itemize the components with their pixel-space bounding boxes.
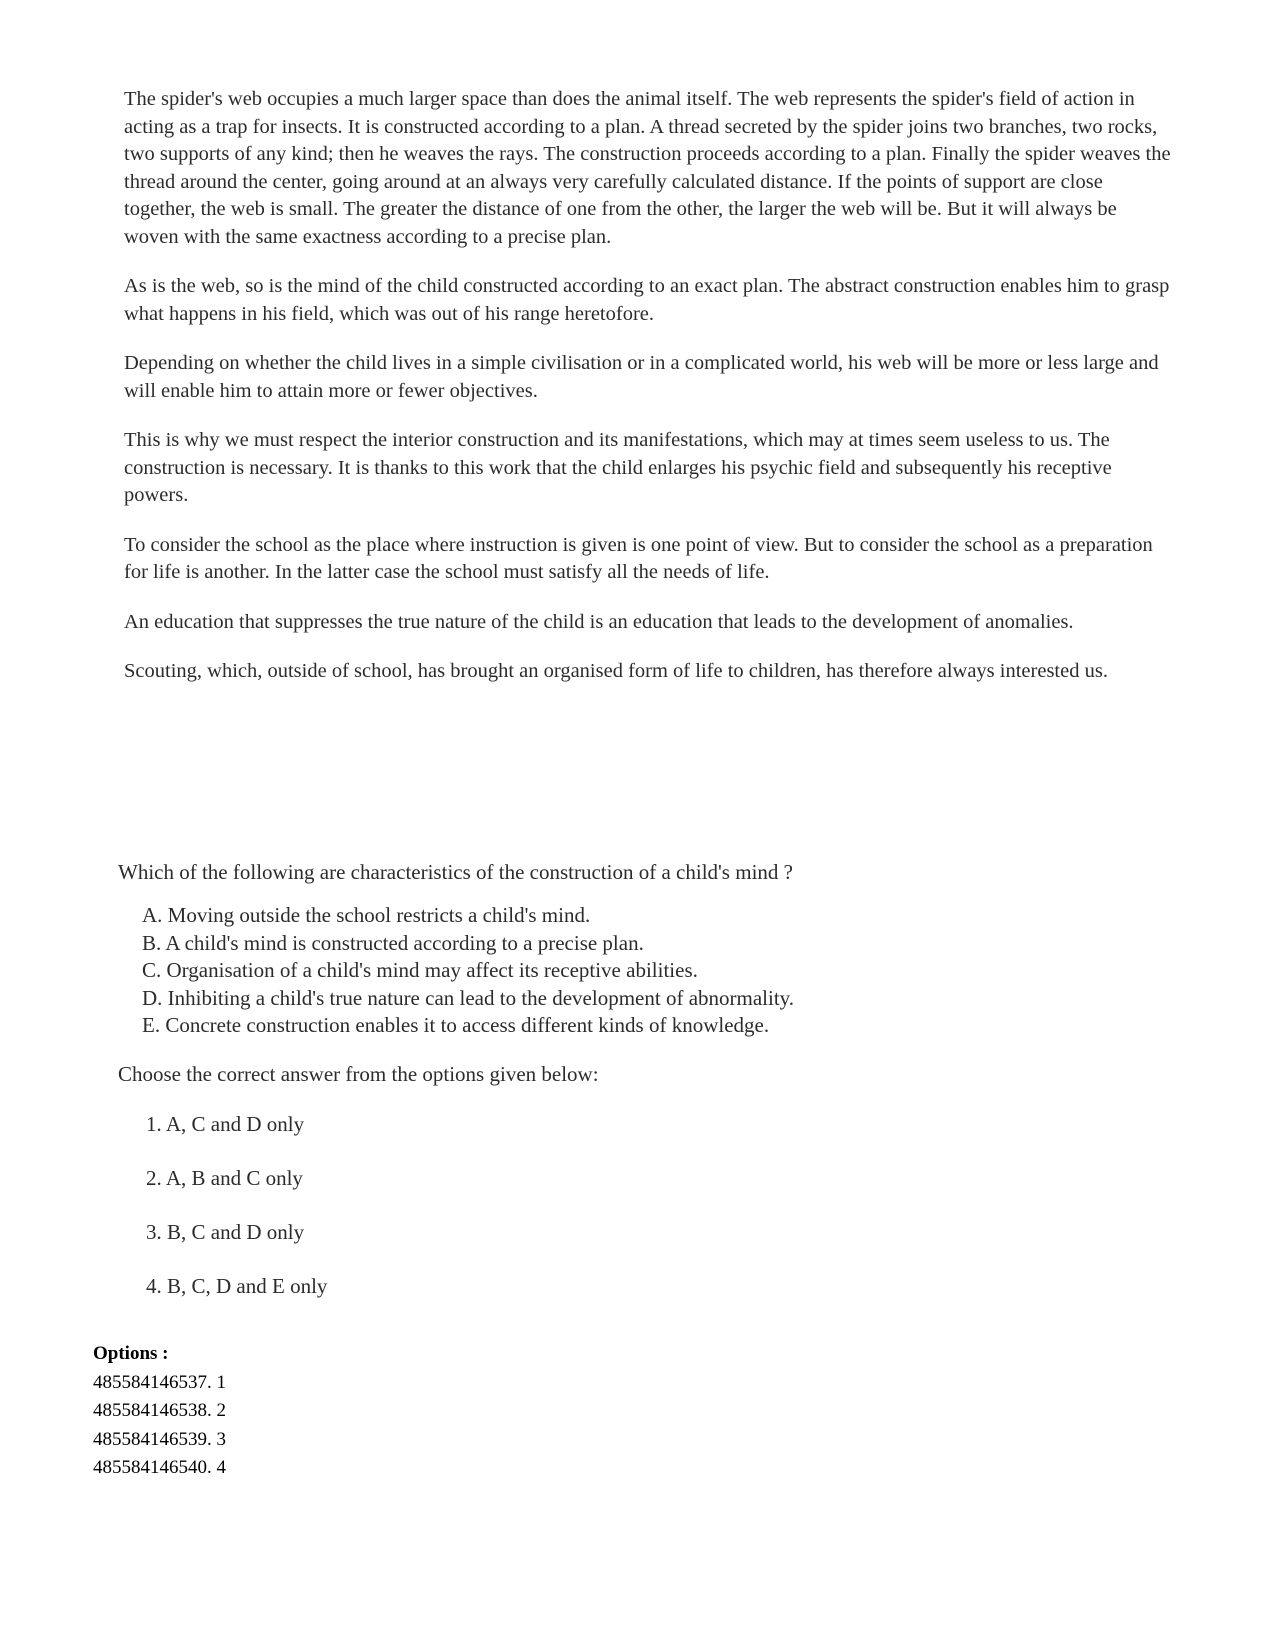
statement-item: C. Organisation of a child's mind may affect its receptive abilities. xyxy=(142,958,698,982)
statement-item: A. Moving outside the school restricts a child's mind. xyxy=(142,903,591,927)
passage-paragraph: Depending on whether the child lives in a simple civilisation or in a complicated world, his web will be more or less large and will enable him to attain more or fewer objectives. xyxy=(124,352,1159,402)
statement-item: E. Concrete construction enables it to access different kinds of knowledge. xyxy=(142,1013,770,1037)
passage-paragraph: Scouting, which, outside of school, has brought an organised form of life to children, has therefore always interested us. xyxy=(124,660,1108,682)
passage-paragraph: This is why we must respect the interior construction and its manifestations, which may at times seem useless to us. The construction is necessary. It is thanks to this work that the child enlarges his psychic field and subsequently his receptive powers. xyxy=(124,429,1112,506)
passage-paragraph: To consider the school as the place where instruction is given is one point of view. But to consider the school as a preparation for life is another. In the latter case the school must satisfy all the needs of life. xyxy=(124,533,1153,583)
statement-item: B. A child's mind is constructed according to a precise plan. xyxy=(142,930,644,955)
answer-instruction: Choose the correct answer from the options given below: xyxy=(118,1061,599,1086)
passage-paragraph: The spider's web occupies a much larger space than does the animal itself. The web represents the spider's field of action in acting as a trap for insects. It is constructed according to a plan. A thread secreted by the spider joins two branches, two rocks, two supports of any kind; then he weaves the rays. The construction proceeds according to a plan. Finally the spider weaves the thread around the center, going around at an always very carefully calculated distance. If the points of support are close together, the web is small. The greater the distance of one from the other, the larger the web will be. But it will always be woven with the same exactness according to a precise plan. xyxy=(124,88,1171,248)
passage-paragraph: An education that suppresses the true nature of the child is an education that leads to the development of anomalies. xyxy=(124,610,1074,633)
answer-option: 2. A, B and C only xyxy=(146,1165,303,1190)
options-heading: Options : xyxy=(93,1343,169,1364)
question-block xyxy=(118,858,1168,1326)
options-block xyxy=(93,1340,226,1483)
options-list xyxy=(93,1369,226,1483)
reading-passage xyxy=(124,86,1174,708)
answer-option: 3. B, C and D only xyxy=(146,1219,305,1244)
answer-option: 4. B, C, D and E only xyxy=(146,1273,328,1298)
option-id-item: 485584146537. 1 xyxy=(93,1371,226,1393)
option-id-item: 485584146540. 4 xyxy=(93,1457,226,1478)
answer-list xyxy=(146,1110,1168,1300)
statement-item: D. Inhibiting a child's true nature can lead to the development of abnormality. xyxy=(142,985,795,1010)
answer-option: 1. A, C and D only xyxy=(146,1111,305,1136)
option-id-item: 485584146539. 3 xyxy=(93,1428,226,1450)
statement-list xyxy=(142,902,1168,1040)
passage-paragraph: As is the web, so is the mind of the child constructed according to an exact plan. The abstract construction enables him to grasp what happens in his field, which was out of his range heretofore. xyxy=(124,275,1170,325)
option-id-item: 485584146538. 2 xyxy=(93,1400,226,1421)
question-text: Which of the following are characteristics of the construction of a child's mind ? xyxy=(118,860,793,884)
